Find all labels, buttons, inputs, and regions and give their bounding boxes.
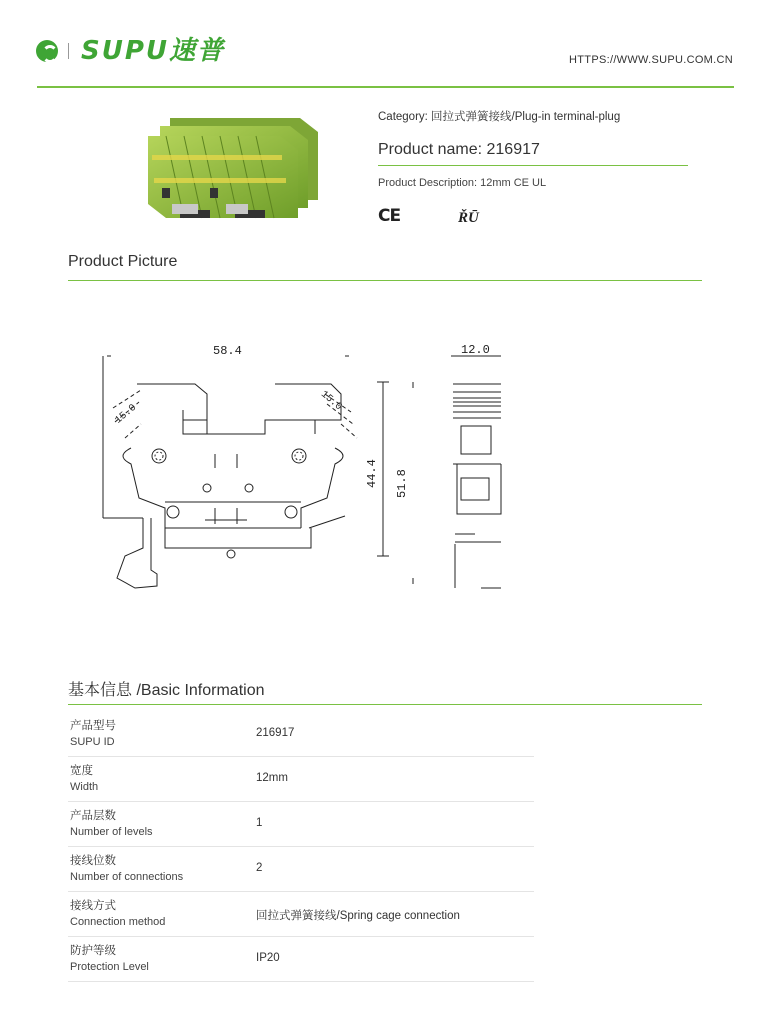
name-divider — [378, 165, 688, 166]
row-value: 12mm — [256, 772, 288, 784]
logo-icon — [36, 40, 58, 62]
row-label-en: SUPU ID — [70, 736, 115, 748]
row-label-cn: 接线位数 — [70, 855, 116, 867]
section-title-picture: Product Picture — [68, 253, 178, 270]
row-label-cn: 产品型号 — [70, 720, 116, 732]
header-divider — [37, 86, 734, 88]
row-value: 2 — [256, 862, 263, 874]
dim-height-outer-label: 51.8 — [395, 469, 409, 498]
technical-drawing — [95, 338, 515, 600]
table-row — [68, 892, 534, 937]
table-row — [68, 802, 534, 847]
brand-logo[interactable] — [36, 38, 225, 64]
ce-mark-icon: CE — [378, 206, 401, 226]
row-value: 1 — [256, 817, 263, 829]
ul-mark-icon: ŘŪ — [458, 210, 479, 226]
table-row — [68, 712, 534, 757]
dim-height-inner-label: 44.4 — [365, 459, 379, 488]
product-name: Product name: 216917 — [378, 141, 540, 158]
dim-angle-left-label: 15.0 — [113, 402, 139, 427]
section-divider-picture — [68, 280, 702, 281]
logo-divider — [68, 43, 69, 59]
product-photo — [140, 100, 320, 235]
site-url[interactable]: HTTPS://WWW.SUPU.COM.CN — [569, 54, 733, 66]
row-label-cn: 产品层数 — [70, 810, 116, 822]
row-label-en: Number of levels — [70, 826, 153, 838]
dim-side-width-label: 12.0 — [461, 343, 490, 357]
row-value: 回拉式弹簧接线/Spring cage connection — [256, 910, 460, 922]
table-row — [68, 757, 534, 802]
brand-name: SUPU速普 — [81, 36, 226, 66]
basic-info-table — [68, 712, 534, 982]
dim-width-label: 58.4 — [213, 344, 242, 358]
row-label-cn: 接线方式 — [70, 900, 116, 912]
row-value: 216917 — [256, 727, 295, 739]
section-divider-basic — [68, 704, 702, 705]
row-label-en: Width — [70, 781, 99, 793]
table-row — [68, 937, 534, 982]
row-label-en: Connection method — [70, 916, 166, 928]
product-description: Product Description: 12mm CE UL — [378, 177, 547, 189]
row-label-en: Protection Level — [70, 961, 149, 973]
table-row — [68, 847, 534, 892]
dim-angle-right-label: 15.0 — [318, 389, 344, 414]
product-category: Category: 回拉式弹簧接线/Plug-in terminal-plug — [378, 111, 621, 123]
section-title-basic: 基本信息 /Basic Information — [68, 682, 265, 699]
row-label-cn: 防护等级 — [70, 945, 116, 957]
row-label-cn: 宽度 — [70, 765, 93, 777]
row-label-en: Number of connections — [70, 871, 184, 883]
row-value: IP20 — [256, 952, 280, 964]
